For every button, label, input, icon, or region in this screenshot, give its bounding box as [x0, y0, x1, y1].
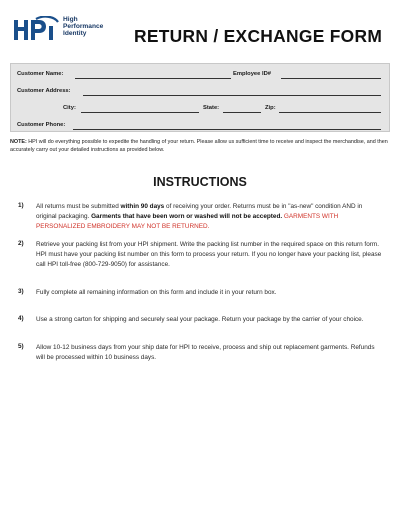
instruction-1-part-2: within 90 days: [120, 203, 165, 210]
logo-wordmark: [63, 16, 103, 37]
row-name: [11, 68, 389, 80]
state-label: State:: [203, 105, 220, 111]
logo-line-2: Performance: [63, 23, 104, 30]
row-city: [11, 102, 389, 114]
employee-id-label: Employee ID#: [233, 71, 272, 77]
instruction-1-warning: GARMENTS WITH PERSONALIZED EMBROIDERY MAY NOT BE RETURNED.: [36, 213, 339, 231]
zip-label: Zip:: [265, 105, 276, 111]
hpi-logo-mark-icon: [12, 16, 60, 44]
customer-name-label: Customer Name:: [17, 71, 64, 77]
customer-address-label: Customer Address:: [17, 88, 71, 94]
customer-phone-field[interactable]: [73, 129, 381, 130]
instruction-1-part-3: of receiving your order. Returns must be in "as-new" condition AND in original packaging.: [36, 203, 363, 221]
customer-info-box: [10, 63, 390, 132]
employee-id-field[interactable]: [281, 78, 381, 79]
instruction-text: Fully complete all remaining information on this form and include it in your return box.: [36, 289, 277, 296]
hpi-logo: [12, 16, 130, 44]
instruction-1-part-1: All returns must be submitted: [36, 203, 121, 210]
instruction-text: Use a strong carton for shipping and securely seal your package. Return your package by the carrier of your choice.: [36, 316, 364, 323]
instruction-number: 4): [18, 315, 24, 322]
note-text: HPI will do everything possible to expedite the handling of your return. Please allow us sufficient time to receive and inspect the merchandise, and then accurately carry out your detailed instructions as provided below.: [10, 139, 388, 153]
customer-address-field[interactable]: [83, 95, 381, 96]
instructions-heading: INSTRUCTIONS: [153, 175, 247, 189]
instruction-text: [36, 202, 382, 233]
row-address: [11, 85, 389, 97]
instruction-number: 3): [18, 288, 24, 295]
instruction-number: 5): [18, 343, 24, 350]
row-phone: [11, 119, 389, 131]
logo-line-3: Identity: [63, 30, 87, 37]
header: [0, 0, 400, 64]
customer-phone-label: Customer Phone:: [17, 122, 66, 128]
instruction-number: 1): [18, 202, 24, 209]
zip-field[interactable]: [279, 112, 381, 113]
instruction-text: Retrieve your packing list from your HPI shipment. Write the packing list number in the required space on this return form. HPI must have your packing list number on this form to process your return. If you no longer have your packing list, please call HPI toll-free (800-729-9050) for assistance.: [36, 241, 382, 269]
instruction-text: Allow 10-12 business days from your ship date for HPI to receive, process and ship out replacement garments. Refunds will be processed within 10 business days.: [36, 344, 375, 362]
page-title: RETURN / EXCHANGE FORM: [134, 26, 383, 46]
customer-name-field[interactable]: [75, 78, 231, 79]
city-label: City:: [63, 105, 76, 111]
instruction-1-part-4: Garments that have been worn or washed will not be accepted.: [91, 213, 283, 221]
state-field[interactable]: [223, 112, 261, 113]
logo-line-1: High: [63, 16, 78, 23]
city-field[interactable]: [81, 112, 199, 113]
note-paragraph: [10, 138, 392, 154]
note-label: NOTE:: [10, 139, 27, 145]
instruction-number: 2): [18, 240, 24, 247]
